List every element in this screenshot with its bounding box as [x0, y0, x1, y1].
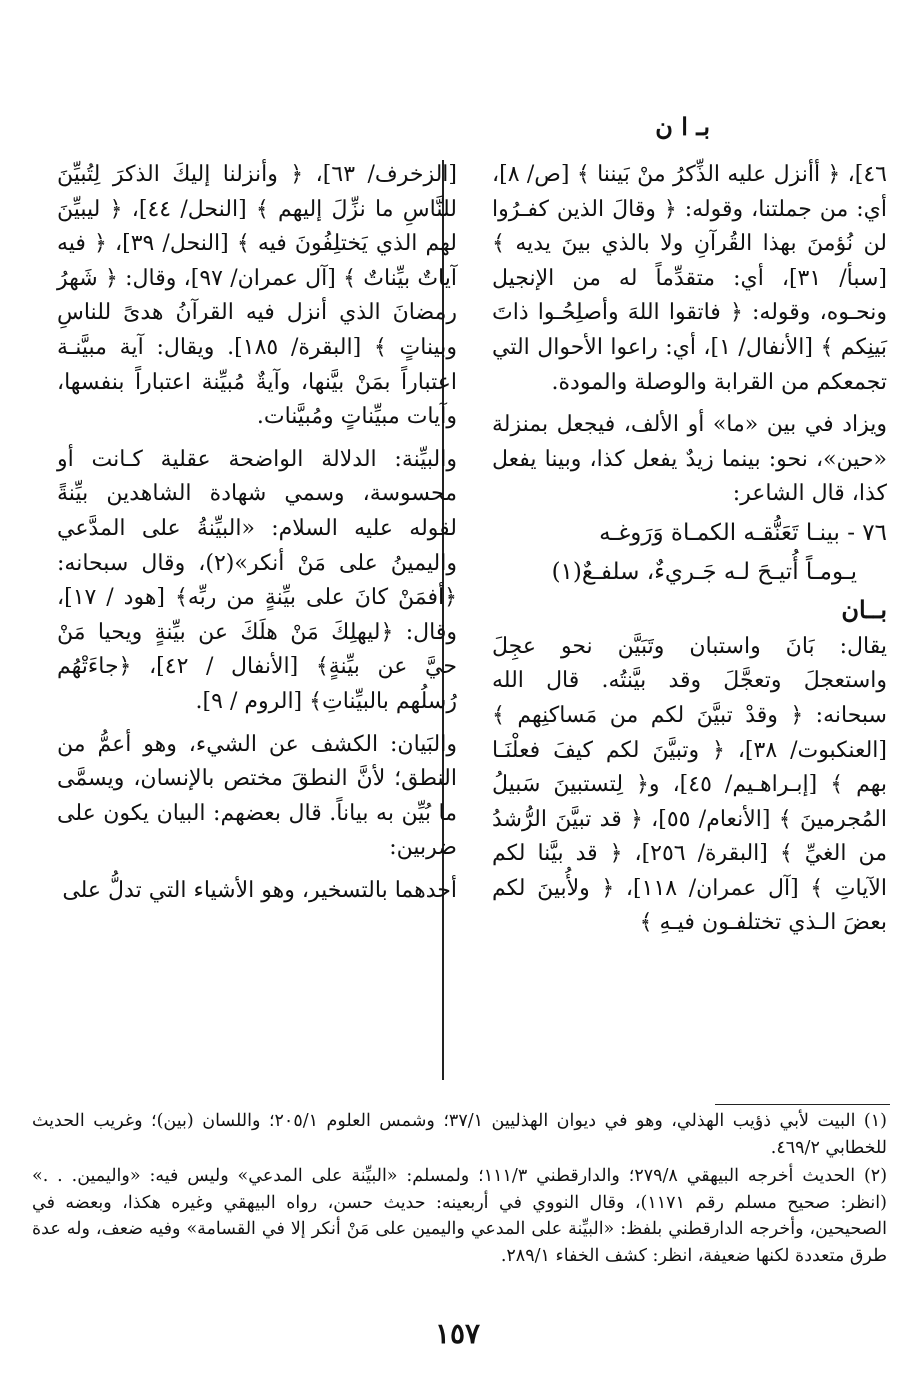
running-header: بـ ا ن [655, 112, 710, 141]
paragraph: [الزخرف/ ٦٣]، ﴿ وأنزلنا إليكَ الذكرَ لِتُبيِّنَ للنَّاسِ ما نزِّلَ إليهم ﴾ [النحل/ ٤٤]، ﴿ ليبيِّنَ لهم الذي يَختلِفُونَ فيه ﴾ [النحل/ ٣٩]، ﴿ فيه آياتٌ بيِّناتٌ ﴾ [آل عمران/ ٩٧]، وقال: ﴿ شَهرُ رمضانَ الذي أنزل فيه القرآنُ هدىً للناسِ وبيناتٍ ﴾ [البقرة/ ١٨٥]. ويقال: آية مبيَّنـة اعتباراً بمَنْ بيَّنها، وآيةٌ مُبيِّنة اعتباراً بنفسها، وآيات مبيِّناتٍ ومُبيَّنات. [57, 162, 457, 430]
paragraph: والبَيان: الكشف عن الشيء، وهو أعمُّ من النطق؛ لأنَّ النطقَ مختص بالإنسان، ويسمَّى ما بُيِّن به بياناً. قال بعضهم: البيان يكون على ضربين: [57, 731, 457, 861]
footnote: (١) البيت لأبي ذؤيب الهذلي، وهو في ديوان الهذليين ٣٧/١؛ وشمس العلوم ٢٠٥/١؛ واللسان (بين)؛ وغريب الحديث للخطابي ٤٦٩/٢. [32, 1111, 887, 1158]
left-column [57, 158, 457, 912]
footnotes [32, 1108, 887, 1271]
paragraph: ٤٦]، ﴿ أأنزل عليه الذِّكرُ منْ بَيننا ﴾ [ص/ ٨]، أي: من جملتنا، وقوله: ﴿ وقالَ الذين كفـرُوا لن نُؤمنَ بهذا القُرآنِ ولا بالذي بينَ يديه ﴾ [سبأ/ ٣١]، أي: متقدِّماً له من الإنجيل ونحـوه، وقوله: ﴿ فاتقوا اللهَ وأصلِحُـوا ذاتَ بَينِكم ﴾ [الأنفال/ ١]، أي: راعوا الأحوال التي تجمعكم من القرابة والوصلة والمودة. [492, 162, 888, 395]
right-column [492, 158, 887, 945]
paragraph: أحدهما بالتسخير، وهو الأشياء التي تدلُّ على [62, 877, 457, 903]
section-heading: بــان [841, 595, 887, 625]
paragraph: يقال: بَانَ واستبان وتَبَيَّن نحو عجِلَ واستعجلَ وتعجَّلَ وقد بيَّنتُه. قال الله سبحانه: ﴿ وقدْ تبيَّنَ لكم من مَساكنِهم ﴾ [العنكبوت/ ٣٨]، ﴿ وتبيَّنَ لكم كيفَ فعلْنَـا بهم ﴾ [إبـراهـيم/ ٤٥]، و﴿ لِتستبينَ سَبيلُ المُجرمينَ ﴾ [الأنعام/ ٥٥]، ﴿ قد تبيَّنَ الرُّشدُ من الغيِّ ﴾ [البقرة/ ٢٥٦]، ﴿ قد بيَّنا لكم الآياتِ ﴾ [آل عمران/ ١١٨]، ﴿ ولأُبينَ لكم بعضَ الـذي تختلفـون فيـهِ ﴾ [492, 633, 888, 936]
page-number: ١٥٧ [434, 1317, 481, 1350]
paragraph: والبيِّنة: الدلالة الواضحة عقلية كـانت أو محسوسة، وسمي شهادة الشاهدين بيِّنةً لقوله عليه السلام: «البيِّنةُ على المدَّعي واليمينُ على مَنْ أنكر»(٢)، وقال سبحانه: ﴿أفمَنْ كانَ على بيِّنةٍ من ربِّه﴾ [هود / ١٧]، وقال: ﴿ليهلِكَ مَنْ هلَكَ عن بيِّنةٍ ويحيا مَنْ حيَّ عن بيِّنةٍ﴾ [الأنفال / ٤٢]، ﴿جاءَتْهُم رُسلُهم بالبيِّناتِ﴾ [الروم / ٩]. [57, 446, 457, 714]
footnote-separator [715, 1104, 890, 1105]
paragraph: ويزاد في بين «ما» أو الألف، فيجعل بمنزلة «حين»، نحو: بينما زيدٌ يفعل كذا، وبينا يفعل كذا، قال الشاعر: [492, 412, 887, 507]
footnote: (٢) الحديث أخرجه البيهقي ٢٧٩/٨؛ والدارقطني ١١١/٣؛ ولمسلم: «البيِّنة على المدعي» وليس فيه: «واليمين. . .» (انظر: صحيح مسلم رقم ١١٧١)، وقال النووي في أربعينه: حديث حسن، رواه البيهقي وغيره هكذا، وبعضه في الصحيحين، وأخرجه الدارقطني بلفظ: «البيِّنة على المدعي واليمين على مَنْ أنكر إلا في القسامة» وفيه ضعف، وله عدة طرق متعددة لكنها ضعيفة، انظر: كشف الخفاء ٢٨٩/١. [32, 1166, 888, 1266]
poem-verse-line: ٧٦ - بينـا تَعَنُّقـه الكمـاة وَرَوغـه [599, 519, 887, 546]
poem-verse-line: يـومـاً أُتيـحَ لـه جَـريءٌ، سلفـعٌ(١) [551, 558, 857, 585]
